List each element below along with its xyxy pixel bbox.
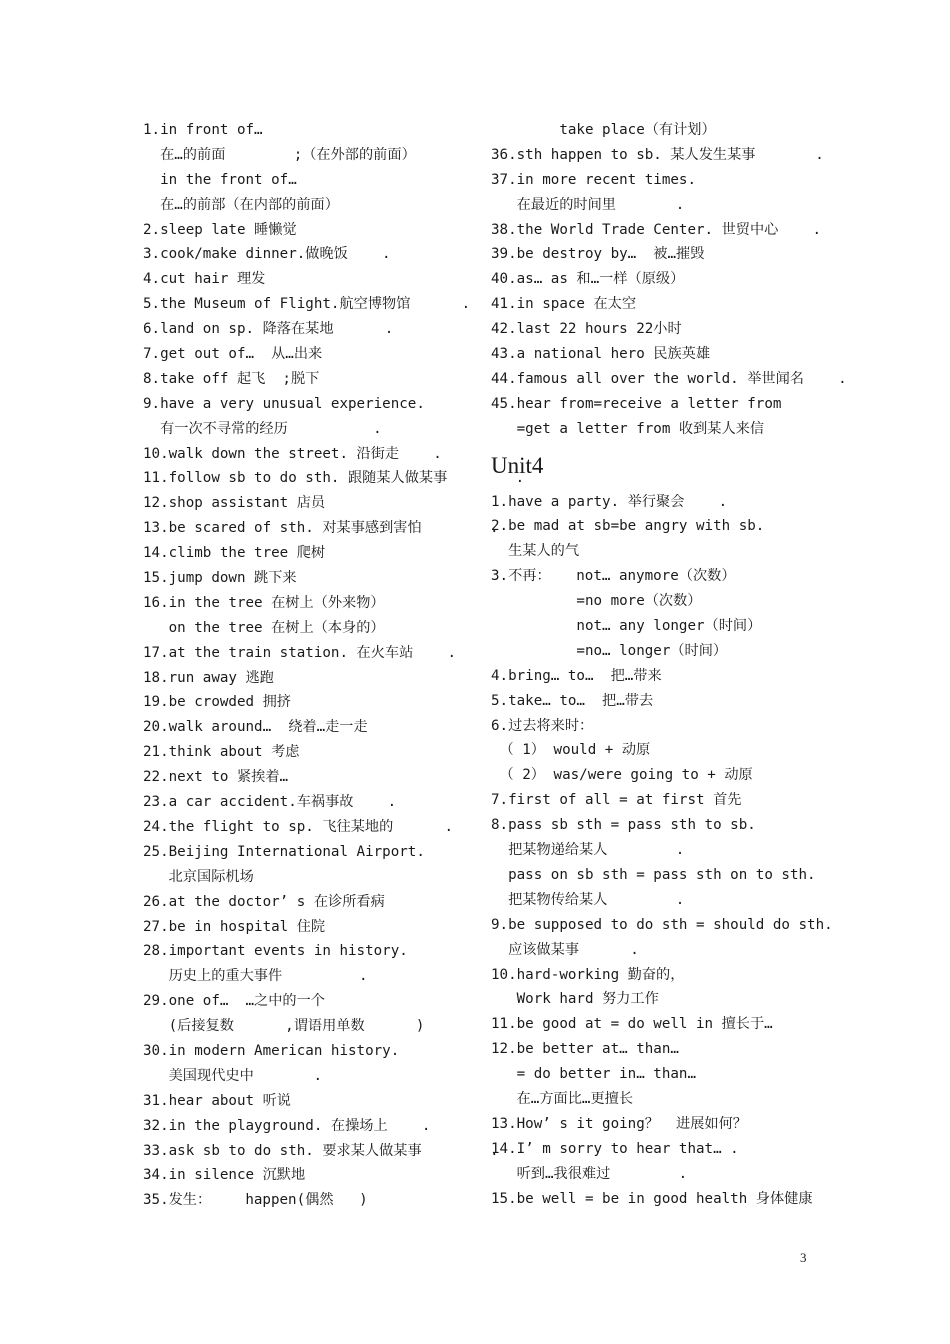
list-item: 45.hear from=receive a letter from xyxy=(491,395,782,412)
list-item: 在最近的时间里 . xyxy=(491,196,685,213)
list-item: 有一次不寻常的经历 . xyxy=(143,420,382,437)
list-item: 美国现代史中 . xyxy=(143,1067,323,1084)
unit3-continued-list xyxy=(491,118,847,442)
list-item: =no… longer（时间） xyxy=(491,642,728,659)
list-item: 7.first of all = at first 首先 xyxy=(491,792,742,809)
list-item: 25.Beijing International Airport. xyxy=(143,843,425,860)
list-item: =get a letter from 收到某人来信 xyxy=(491,420,765,437)
list-item: 29.one of… …之中的一个 xyxy=(143,993,325,1010)
list-item: （ 1） would + 动原 xyxy=(491,742,651,759)
list-item: 14.I’ m sorry to hear that… . xyxy=(491,1140,739,1157)
list-item: = do better in… than… xyxy=(491,1066,696,1083)
list-item: 38.the World Trade Center. 世贸中心 . xyxy=(491,221,822,238)
list-item: 37.in more recent times. xyxy=(491,171,696,188)
list-item: 11.be good at = do well in 擅长于… xyxy=(491,1016,773,1033)
list-item: 15.jump down 跳下来 xyxy=(143,570,297,587)
list-item: 31.hear about 听说 xyxy=(143,1092,291,1109)
list-item: 7.get out of… 从…出来 xyxy=(143,346,323,363)
list-item: 4.cut hair 理发 xyxy=(143,271,266,288)
right-column xyxy=(491,118,847,1211)
list-item: 12.be better at… than… xyxy=(491,1041,679,1058)
list-item: 3.不再： not… anymore（次数） xyxy=(491,568,736,585)
list-item: 8.take off 起飞 ;脱下 xyxy=(143,370,320,387)
list-item: 北京国际机场 xyxy=(143,868,254,885)
unit4-list xyxy=(491,490,833,1212)
list-item: 生某人的气 xyxy=(491,543,580,560)
list-item: 10.hard-working 勤奋的， xyxy=(491,966,685,983)
list-item: 32.in the playground. 在操场上 . xyxy=(143,1117,431,1134)
list-item: 8.pass sb sth = pass sth to sb. xyxy=(491,817,756,834)
list-item: 42.last 22 hours 22小时 xyxy=(491,321,682,338)
list-item: 9.have a very unusual experience. xyxy=(143,395,425,412)
list-item: 14.climb the tree 爬树 xyxy=(143,545,326,562)
list-item: =no more（次数） xyxy=(491,593,702,610)
list-item: 21.think about 考虑 xyxy=(143,744,300,761)
list-item: 3.cook/make dinner.做晚饭 . xyxy=(143,246,391,263)
list-item: 30.in modern American history. xyxy=(143,1042,400,1059)
list-item: 在…方面比…更擅长 xyxy=(491,1090,634,1107)
list-item: 把某物传给某人 . xyxy=(491,891,685,908)
list-item: 23.a car accident.车祸事故 . xyxy=(143,794,397,811)
list-item: 19.be crowded 拥挤 xyxy=(143,694,291,711)
list-item: 6.land on sp. 降落在某地 . xyxy=(143,321,394,338)
list-item: 12.shop assistant 店员 xyxy=(143,495,326,512)
list-item: 11.follow sb to do sth. 跟随某人做某事 . xyxy=(143,470,525,487)
list-item: 2.sleep late 睡懒觉 xyxy=(143,221,297,238)
list-item: pass on sb sth = pass sth on to sth. xyxy=(491,866,816,883)
list-item: 把某物递给某人 . xyxy=(491,842,685,859)
list-item: 9.be supposed to do sth = should do sth. xyxy=(491,916,833,933)
list-item: 16.in the tree 在树上（外来物） xyxy=(143,594,385,611)
list-item: in the front of… xyxy=(143,171,297,188)
list-item: 22.next to 紧挨着… xyxy=(143,769,289,786)
list-item: 28.important events in history. xyxy=(143,943,408,960)
list-item: take place（有计划） xyxy=(491,122,716,138)
list-item: 应该做某事 . xyxy=(491,941,639,958)
list-item: 33.ask sb to do sth. 要求某人做某事 . xyxy=(143,1142,499,1159)
list-item: 2.be mad at sb=be angry with sb. xyxy=(491,518,765,535)
list-item: 10.walk down the street. 沿街走 . xyxy=(143,445,442,462)
list-item: 44.famous all over the world. 举世闻名 . xyxy=(491,370,847,387)
list-item: 36.sth happen to sb. 某人发生某事 . xyxy=(491,146,824,163)
list-item: 17.at the train station. 在火车站 . xyxy=(143,644,456,661)
list-item: 5.the Museum of Flight.航空博物馆 . xyxy=(143,296,471,313)
list-item: Work hard 努力工作 xyxy=(491,991,659,1008)
list-item: on the tree 在树上（本身的） xyxy=(143,619,385,636)
list-item: 18.run away 逃跑 xyxy=(143,669,274,686)
list-item: 13.be scared of sth. 对某事感到害怕 . xyxy=(143,520,499,537)
list-item: 34.in silence 沉默地 xyxy=(143,1167,306,1184)
list-item: 听到…我很难过 . xyxy=(491,1165,688,1182)
list-item: 历史上的重大事件 . xyxy=(143,968,368,985)
list-item: 1.in front of… xyxy=(143,122,263,138)
list-item: 13.How’ s it going？ 进展如何？ xyxy=(491,1115,747,1132)
list-item: 41.in space 在太空 xyxy=(491,296,637,313)
list-item: 20.walk around… 绕着…走一走 xyxy=(143,719,368,736)
list-item: not… any longer（时间） xyxy=(491,618,762,635)
list-item: 27.be in hospital 住院 xyxy=(143,918,326,935)
list-item: 43.a national hero 民族英雄 xyxy=(491,346,711,363)
page-number: 3 xyxy=(800,1250,807,1265)
list-item: 35.发生： happen(偶然 ) xyxy=(143,1192,368,1209)
list-item: 4.bring… to… 把…带来 xyxy=(491,667,662,684)
list-item: 39.be destroy by… 被…摧毁 xyxy=(491,246,705,263)
list-item: 1.have a party. 举行聚会 . xyxy=(491,493,728,510)
list-item: 40.as… as 和…一样（原级） xyxy=(491,271,685,288)
list-item: 26.at the doctor’ s 在诊所看病 xyxy=(143,893,385,910)
unit-heading: Unit4 xyxy=(491,452,544,478)
list-item: （ 2） was/were going to + 动原 xyxy=(491,767,753,784)
list-item: 在…的前面 ;（在外部的前面） xyxy=(143,146,416,163)
list-item: 5.take… to… 把…带去 xyxy=(491,692,654,709)
list-item: 在…的前部（在内部的前面） xyxy=(143,196,339,213)
list-item: 6.过去将来时： xyxy=(491,717,594,734)
list-item: (后接复数 ,谓语用单数 ) xyxy=(143,1018,425,1035)
list-item: 15.be well = be in good health 身体健康 xyxy=(491,1190,813,1207)
list-item: 24.the flight to sp. 飞往某地的 . xyxy=(143,818,454,835)
